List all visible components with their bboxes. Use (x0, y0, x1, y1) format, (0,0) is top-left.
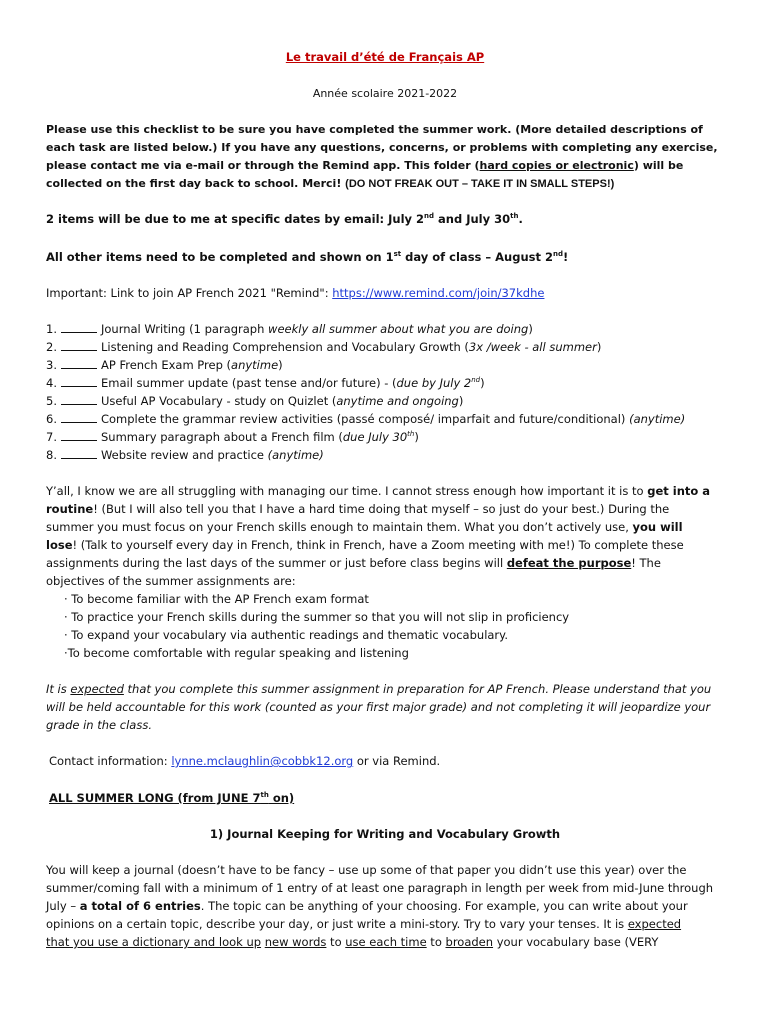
yall-line-1: Y’all, I know we are all struggling with managing our time. I cannot stress enough how important it is to get into a (46, 484, 711, 498)
checkbox-blank[interactable] (61, 429, 97, 441)
contact-email-link[interactable]: lynne.mclaughlin@cobbk12.org (171, 754, 354, 768)
checklist-item: 6. Complete the grammar review activities (passé composé/ imparfait and future/conditional) (anytime) (46, 412, 686, 426)
checklist-item: 7. Summary paragraph about a French film (due July 30th) (46, 430, 419, 444)
due-dates-line: 2 items will be due to me at specific dates by email: July 2nd and July 30th. (46, 212, 523, 226)
checkbox-blank[interactable] (61, 339, 97, 351)
other-items-line: All other items need to be completed and shown on 1st day of class – August 2nd! (46, 250, 569, 264)
checkbox-blank[interactable] (61, 357, 97, 369)
objective-item: · To practice your French skills during the summer so that you will not slip in proficiency (64, 610, 570, 624)
intro-line-2: each task are listed below.) If you have any questions, concerns, or problems with completing any exercise, (46, 141, 718, 154)
yall-line-6: objectives of the summer assignments are: (46, 574, 296, 588)
journal-line-4: opinions on a certain topic, describe your day, or just write a mini-story. Try to vary your tenses. It is expected (46, 917, 682, 931)
journal-line-1: You will keep a journal (doesn’t have to be fancy – use up some of that paper you didn’t use this year) over the (46, 863, 687, 877)
objective-item: ·To become comfortable with regular speaking and listening (64, 646, 409, 660)
objective-item: · To expand your vocabulary via authentic readings and thematic vocabulary. (64, 628, 508, 642)
remind-line: Important: Link to join AP French 2021 "Remind": https://www.remind.com/join/37kdhe (46, 286, 545, 300)
journal-line-3: July – a total of 6 entries. The topic can be anything of your choosing. For example, you can write about your (46, 899, 688, 913)
checkbox-blank[interactable] (61, 321, 97, 333)
remind-link[interactable]: https://www.remind.com/join/37kdhe (332, 286, 545, 300)
checkbox-blank[interactable] (61, 375, 97, 387)
checklist-item: 4. Email summer update (past tense and/or future) - (due by July 2nd) (46, 376, 485, 390)
school-year: Année scolaire 2021-2022 (312, 87, 458, 100)
document-title: Le travail d’été de Français AP (285, 50, 485, 64)
checklist-item: 3. AP French Exam Prep (anytime) (46, 358, 283, 372)
section-1-heading: 1) Journal Keeping for Writing and Vocabulary Growth (209, 827, 561, 841)
all-summer-long-heading: ALL SUMMER LONG (from JUNE 7th on) (49, 791, 295, 805)
checklist-item: 2. Listening and Reading Comprehension and Vocabulary Growth (3x /week - all summer) (46, 340, 602, 354)
intro-line-3: please contact me via e-mail or through the Remind app. This folder (hard copies or electronic) will be (46, 159, 684, 172)
intro-line-4: collected on the first day back to school. Merci! (DO NOT FREAK OUT – TAKE IT IN SMALL STEPS!) (46, 177, 615, 190)
journal-line-2: summer/coming fall with a minimum of 1 entry of at least one paragraph in length per week from mid-June through (46, 881, 714, 895)
checkbox-blank[interactable] (61, 411, 97, 423)
checklist-item: 8. Website review and practice (anytime) (46, 448, 324, 462)
checklist-item: 5. Useful AP Vocabulary - study on Quizlet (anytime and ongoing) (46, 394, 464, 408)
expected-line-1: It is expected that you complete this summer assignment in preparation for AP French. Please understand that you (46, 682, 712, 696)
checkbox-blank[interactable] (61, 447, 97, 459)
expected-line-2: will be held accountable for this work (counted as your first major grade) and not completing it will jeopardize your (46, 700, 711, 714)
objective-item: · To become familiar with the AP French exam format (64, 592, 369, 606)
yall-line-4: lose! (Talk to yourself every day in French, think in French, have a Zoom meeting with me!) To complete these (46, 538, 684, 552)
checkbox-blank[interactable] (61, 393, 97, 405)
yall-line-5: assignments during the last days of the summer or just before class begins will defeat the purpose! The (46, 556, 661, 570)
yall-line-3: summer you must focus on your French skills enough to maintain them. What you don’t actively use, you will (46, 520, 683, 534)
expected-line-3: grade in the class. (46, 718, 152, 732)
checklist-item: 1. Journal Writing (1 paragraph weekly all summer about what you are doing) (46, 322, 533, 336)
contact-line: Contact information: lynne.mclaughlin@cobbk12.org or via Remind. (49, 754, 441, 768)
yall-line-2: routine! (But I will also tell you that I have a hard time doing that myself – so just do your best.) During the (46, 502, 670, 516)
intro-line-1: Please use this checklist to be sure you have completed the summer work. (More detailed descriptions of (46, 123, 703, 136)
journal-line-5: that you use a dictionary and look up new words to use each time to broaden your vocabulary base (VERY (46, 935, 659, 949)
